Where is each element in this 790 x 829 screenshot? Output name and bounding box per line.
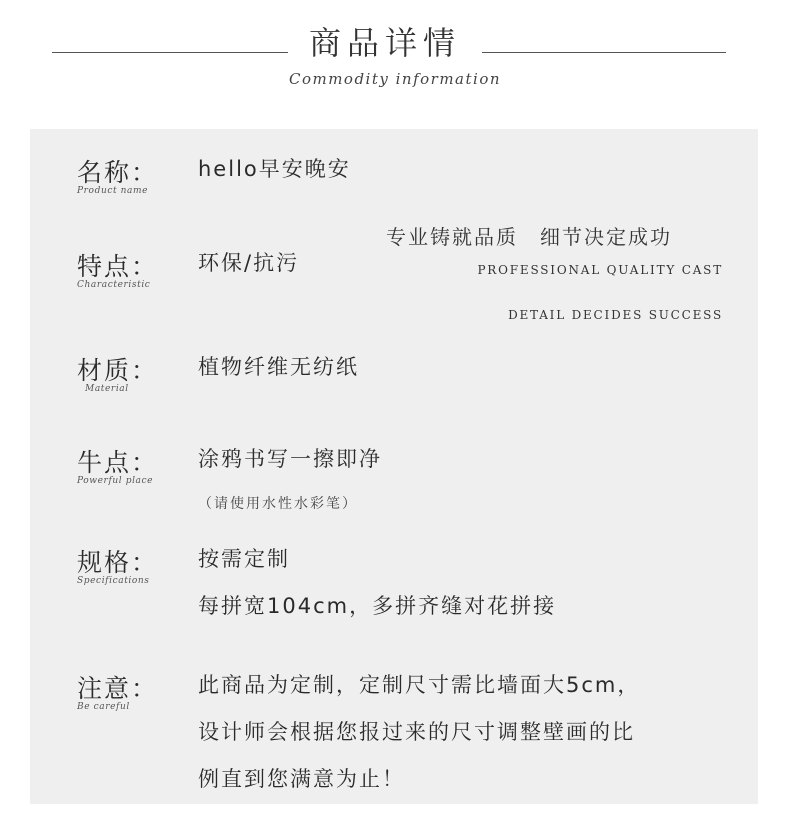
spec-label: 材质：: [77, 356, 159, 385]
spec-label-en: Product name: [77, 186, 149, 196]
spec-panel: [30, 129, 758, 804]
spec-value: hello早安晚安: [198, 157, 351, 181]
page-subtitle: Commodity information: [288, 70, 502, 88]
spec-label: 注意：: [77, 674, 159, 703]
spec-label: 名称：: [77, 158, 159, 187]
spec-value: 按需定制: [198, 547, 290, 571]
spec-value: 设计师会根据您报过来的尺寸调整壁画的比: [198, 720, 635, 744]
spec-value: 环保/抗污: [198, 251, 300, 275]
spec-value: 涂鸦书写一擦即净: [198, 447, 382, 471]
slogan-en-line1: PROFESSIONAL QUALITY CAST: [477, 263, 723, 277]
spec-label-en: Be careful: [77, 702, 130, 712]
spec-label-en: Specifications: [77, 576, 150, 586]
spec-value: 每拼宽104cm，多拼齐缝对花拼接: [198, 594, 557, 618]
spec-label-en: Material: [85, 384, 129, 394]
spec-value: 例直到您满意为止！: [198, 767, 405, 791]
spec-value: 此商品为定制，定制尺寸需比墙面大5cm，: [198, 673, 641, 697]
spec-value: 植物纤维无纺纸: [198, 355, 359, 379]
spec-label-en: Characteristic: [77, 280, 151, 290]
spec-label: 特点：: [77, 252, 159, 281]
header-rule-left: [52, 52, 288, 53]
spec-label-en: Powerful place: [77, 476, 154, 486]
page-title: 商品详情: [308, 24, 461, 62]
slogan-cn: 专业铸就品质 细节决定成功: [386, 225, 672, 249]
page-header: [0, 0, 790, 120]
spec-note: （请使用水性水彩笔）: [198, 496, 358, 512]
spec-label: 规格：: [77, 548, 159, 577]
slogan-en-line2: DETAIL DECIDES SUCCESS: [508, 308, 723, 322]
header-rule-right: [482, 52, 726, 53]
spec-label: 牛点：: [77, 448, 159, 477]
